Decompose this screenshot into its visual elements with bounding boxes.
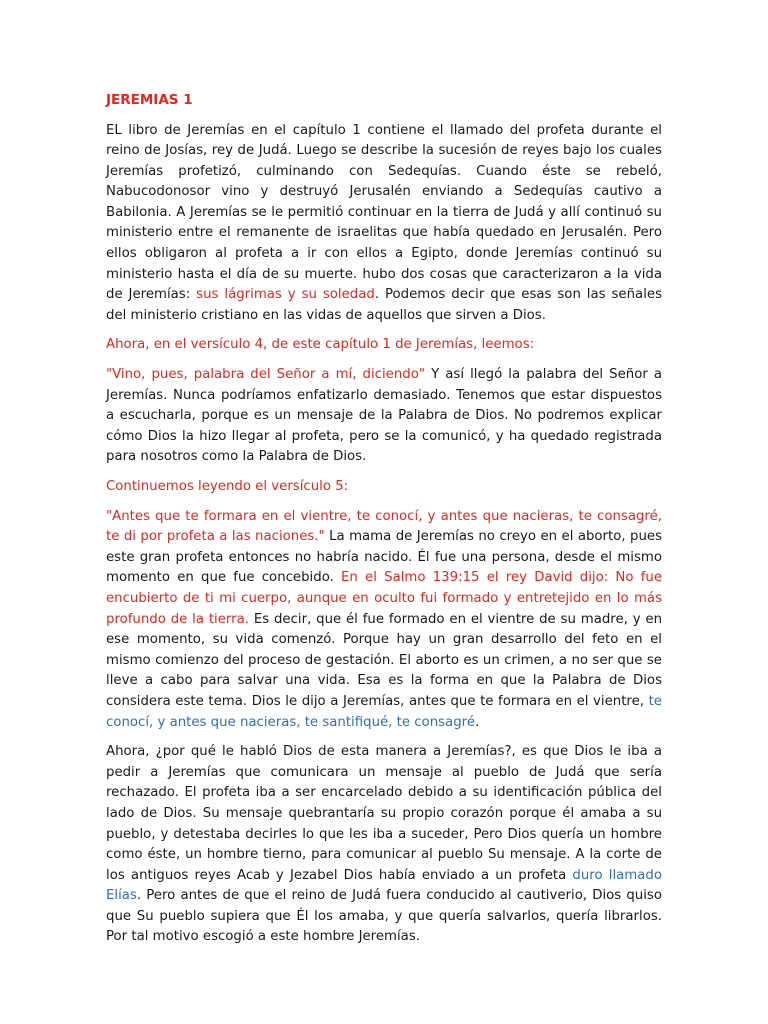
paragraph-intro-text-1: EL libro de Jeremías en el capítulo 1 contiene el llamado del profeta durante el reino de Josías, rey de Judá. Luego se describe la sucesión de reyes bajo los cuales Jeremías profetizó, culminando con Sedequías. Cuando éste se rebeló, Nabucodonosor vino y destruyó Jerusalén enviando a Sedequías cautivo a Babilonia. A Jeremías se le permitió continuar en la tierra de Judá y allí continuó su ministerio entre el remanente de israelitas que había quedado en Jerusalén. Pero ellos obligaron al profeta a ir con ellos a Egipto, donde Jeremías continuó su ministerio hasta el día de su muerte. hubo dos cosas que caracterizaron a la vida de Jeremías: — [106, 122, 662, 303]
highlight-elias: duro llamado Elías — [106, 867, 662, 904]
highlight-te-conoci: te conocí, y antes que nacieras, te santifiqué, te consagré — [106, 693, 662, 730]
paragraph-why-text-1: Ahora, ¿por qué le habló Dios de esta manera a Jeremías?, es que Dios le iba a pedir a Jeremías que comunicara un mensaje al pueblo de Judá que sería rechazado. El profeta iba a ser encarcelado debido a su identificación pública del lado de Dios. Su mensaje quebrantaría su propio corazón porque él amaba a su pueblo, y detestaba decirles lo que les iba a suceder, Pero Dios quería un hombre como éste, un hombre tierno, para comunicar al pueblo Su mensaje. A la corte de los antiguos reyes Acab y Jezabel Dios había enviado a un profeta — [106, 744, 662, 883]
paragraph-verse-4 — [106, 365, 662, 468]
paragraph-verse-5-text-1: La mama de Jeremías no creyo en el aborto, pues este gran profeta entonces no habría nacido. Él fue una persona, desde el mismo momento en que fue concebido. — [106, 529, 662, 586]
paragraph-intro-text-2: . Podemos decir que esas son las señales del ministerio cristiano en las vidas de aquellos que sirven a Dios. — [106, 287, 662, 323]
quote-verse-4: "Vino, pues, palabra del Señor a mí, diciendo" — [106, 367, 425, 383]
paragraph-verse-4-intro: Ahora, en el versículo 4, de este capítulo 1 de Jeremías, leemos: — [106, 337, 535, 353]
quote-salmo-139: En el Salmo 139:15 el rey David dijo: No fue encubierto de ti mi cuerpo, aunque en oculto fui formado y entretejido en lo más profundo de la tierra. — [106, 570, 663, 627]
paragraph-why-text-2: . Pero antes de que el reino de Judá fuera conducido al cautiverio, Dios quiso que Su pueblo supiera que Él los amaba, y que quería salvarlos, quería librarlos. Por tal motivo escogió a este hombre Jeremías. — [106, 888, 662, 945]
quote-verse-5: "Antes que te formara en el vientre, te conocí, y antes que nacieras, te consagré, te di por profeta a las naciones." — [106, 508, 662, 545]
paragraph-why — [106, 742, 662, 948]
document-page — [106, 90, 662, 957]
paragraph-intro — [106, 121, 662, 327]
paragraph-verse-5-text-2: Es decir, que él fue formado en el vientre de su madre, y en ese momento, su vida comenzó. Porque hay un gran desarrollo del feto en el mismo comienzo del proceso de gestación. El aborto es un crimen, a no ser que se lleve a cabo para salvar una vida. Esa es la forma en que la Palabra de Dios considera este tema. Dios le dijo a Jeremías, antes que te formara en el vientre, — [106, 611, 662, 709]
paragraph-verse-5-intro: Continuemos leyendo el versículo 5: — [106, 479, 349, 494]
paragraph-verse-5 — [106, 507, 662, 734]
paragraph-verse-4-text: Y así llegó la palabra del Señor a Jeremías. Nunca podríamos enfatizarlo demasiado. Tenemos que estar dispuestos a escucharla, porque es un mensaje de la Palabra de Dios. No podremos explicar cómo Dios la hizo llegar al profeta, pero se la comunicó, y ha quedado registrada para nosotros como la Palabra de Dios. — [106, 367, 663, 465]
paragraph-verse-5-text-3: . — [475, 714, 480, 730]
document-title: JEREMIAS 1 — [106, 92, 193, 108]
highlight-lagrimas-soledad: sus lágrimas y su soledad — [196, 287, 375, 303]
